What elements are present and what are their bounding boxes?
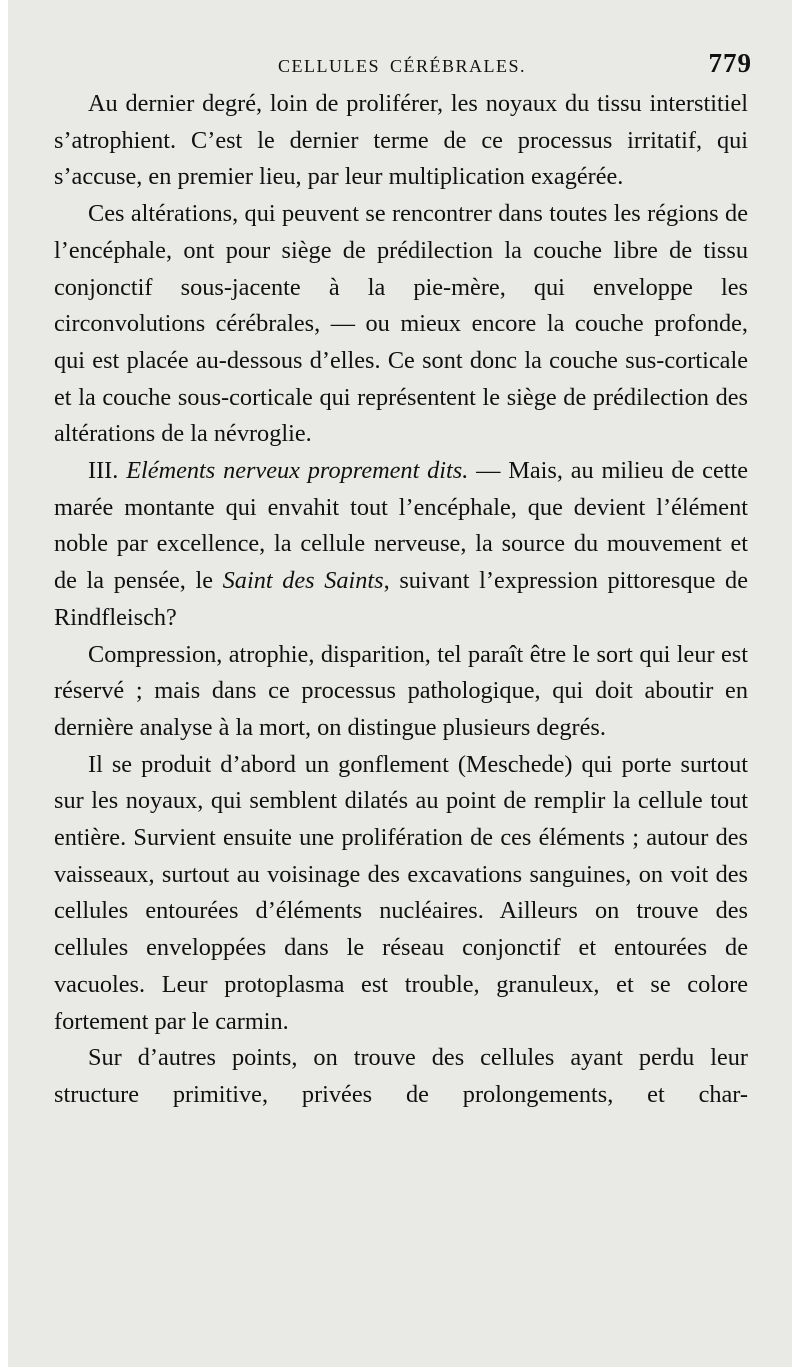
running-title: CELLULES CÉRÉBRALES. <box>278 56 527 76</box>
section-number: III. <box>88 457 119 485</box>
paragraph-section-three <box>54 453 748 637</box>
section-text-part-1: — Mais, au milieu de cette marée montante qui envahit tout l’encéphale, que devient l’élément noble par excellence, la cellule nerveuse, la source du mouvement et de la pensée, le <box>54 457 749 595</box>
paragraph-alteration-sites: Ces altérations, qui peuvent se rencontrer dans toutes les régions de l’encéphale, ont pour siège de prédilection la couche libre de tissu conjonctif sous-jacente à la pie-mère, qui enveloppe les circonvolutions cérébrales, — ou mieux encore la couche profonde, qui est placée au-dessous d’elles. Ce sont donc la couche sus-corticale et la couche sous-corticale qui représentent le siège de prédilection des altérations de la névroglie. <box>54 200 748 448</box>
paragraph-compression: Compression, atrophie, disparition, tel paraît être le sort qui leur est réservé ; mais dans ce processus pathologique, qui doit aboutir en dernière analyse à la mort, on distingue plusieurs degrés. <box>54 640 748 741</box>
section-title: Eléments nerveux proprement dits. <box>126 457 469 485</box>
italic-phrase-saint-des-saints: Saint des Saints <box>222 567 384 595</box>
book-page <box>8 0 792 1367</box>
page-number: 779 <box>708 48 752 78</box>
running-head <box>8 48 792 88</box>
paragraph-swelling: Il se produit d’abord un gonflement (Meschede) qui porte surtout sur les noyaux, qui semblent dilatés au point de remplir la cellule tout entière. Survient ensuite une prolifération de ces éléments ; autour des vaisseaux, surtout au voisinage des excavations sanguines, on voit des cellules entourées d’éléments nucléaires. Ailleurs on trouve des cellules enveloppées dans le réseau conjonctif et entourées de vacuoles. Leur protoplasma est trouble, granuleux, et se colore fortement par le carmin. <box>54 750 748 1035</box>
paragraph-other-points: Sur d’autres points, on trouve des cellules ayant perdu leur structure primitive, privées de prolongements, et char- <box>54 1044 748 1108</box>
section-text-part-2: , suivant l’expression pittoresque de Rindfleisch? <box>54 567 748 631</box>
paragraph-atrophy-nuclei: Au dernier degré, loin de proliférer, les noyaux du tissu interstitiel s’atrophient. C’est le dernier terme de ce processus irritatif, qui s’accuse, en premier lieu, par leur multiplication exagérée. <box>54 90 748 191</box>
page-body <box>54 86 748 1114</box>
